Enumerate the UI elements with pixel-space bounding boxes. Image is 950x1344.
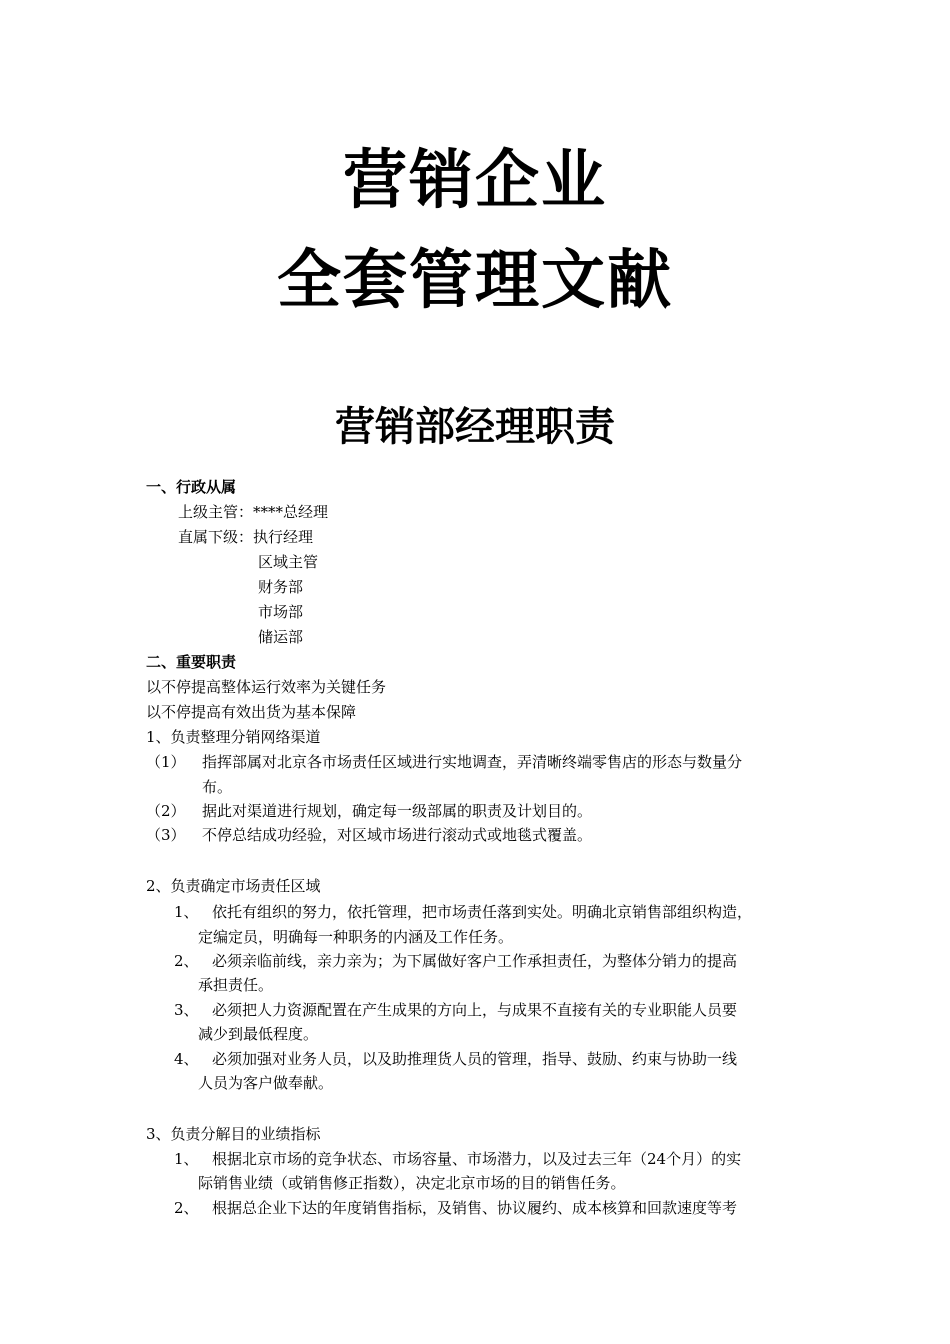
list-item-text: 减少到最低程度。	[198, 1025, 319, 1043]
duty-heading-3: 3、负责分解目的业绩指标	[146, 1125, 321, 1143]
document-title-line2: 全套管理文献	[277, 244, 673, 318]
section-heading-2: 二、重要职责	[146, 653, 237, 671]
list-item-text: 际销售业绩（或销售修正指数），决定北京市场的目的销售任务。	[198, 1174, 626, 1192]
list-item-number: （2）	[146, 802, 186, 820]
list-item-text: 指挥部属对北京各市场责任区域进行实地调查，弄清晰终端零售店的形态与数量分	[202, 753, 743, 771]
section-heading-1: 一、行政从属	[146, 478, 237, 496]
list-item-text: 根据总企业下达的年度销售指标，及销售、协议履约、成本核算和回款速度等考	[212, 1199, 738, 1217]
list-item-number: 4、	[174, 1050, 199, 1068]
subordinate-line: 直属下级：执行经理	[178, 528, 314, 546]
list-item-number: 2、	[174, 1199, 199, 1217]
list-item-text: 必须亲临前线，亲力亲为；为下属做好客户工作承担责任，为整体分销力的提高	[212, 952, 738, 970]
list-item-text: 必须加强对业务人员，以及助推理货人员的管理，指导、鼓励、约束与协助一线	[212, 1050, 738, 1068]
list-item-text: 定编定员，明确每一种职务的内涵及工作任务。	[198, 928, 514, 946]
subordinate-line: 储运部	[258, 628, 304, 646]
list-item-text: 人员为客户做奉献。	[198, 1074, 334, 1092]
section-subtitle: 营销部经理职责	[335, 404, 615, 450]
list-item-text: 依托有组织的努力，依托管理，把市场责任落到实处。明确北京销售部组织构造，	[212, 903, 753, 921]
list-item-text: 承担责任。	[198, 976, 274, 994]
list-item-text: 必须把人力资源配置在产生成果的方向上，与成果不直接有关的专业职能人员要	[212, 1001, 738, 1019]
list-item-number: 1、	[174, 903, 199, 921]
superior-line: 上级主管：****总经理	[178, 503, 329, 521]
duty-heading-1: 1、负责整理分销网络渠道	[146, 728, 321, 746]
list-item-number: 3、	[174, 1001, 199, 1019]
list-item-number: （1）	[146, 753, 186, 771]
list-item-number: 2、	[174, 952, 199, 970]
list-item-number: （3）	[146, 826, 186, 844]
subordinate-line: 市场部	[258, 603, 304, 621]
subordinate-line: 财务部	[258, 578, 304, 596]
list-item-text: 根据北京市场的竞争状态、市场容量、市场潜力，以及过去三年（24个月）的实	[212, 1150, 742, 1168]
list-item-text: 布。	[202, 778, 233, 796]
list-item-text: 不停总结成功经验，对区域市场进行滚动式或地毯式覆盖。	[202, 826, 593, 844]
document-title-line1: 营销企业	[343, 144, 607, 218]
list-item-text: 据此对渠道进行规划，确定每一级部属的职责及计划目的。	[202, 802, 593, 820]
paragraph: 以不停提高有效出货为基本保障	[146, 703, 357, 721]
duty-heading-2: 2、负责确定市场责任区域	[146, 877, 321, 895]
paragraph: 以不停提高整体运行效率为关键任务	[146, 678, 387, 696]
subordinate-line: 区域主管	[258, 553, 319, 571]
list-item-number: 1、	[174, 1150, 199, 1168]
